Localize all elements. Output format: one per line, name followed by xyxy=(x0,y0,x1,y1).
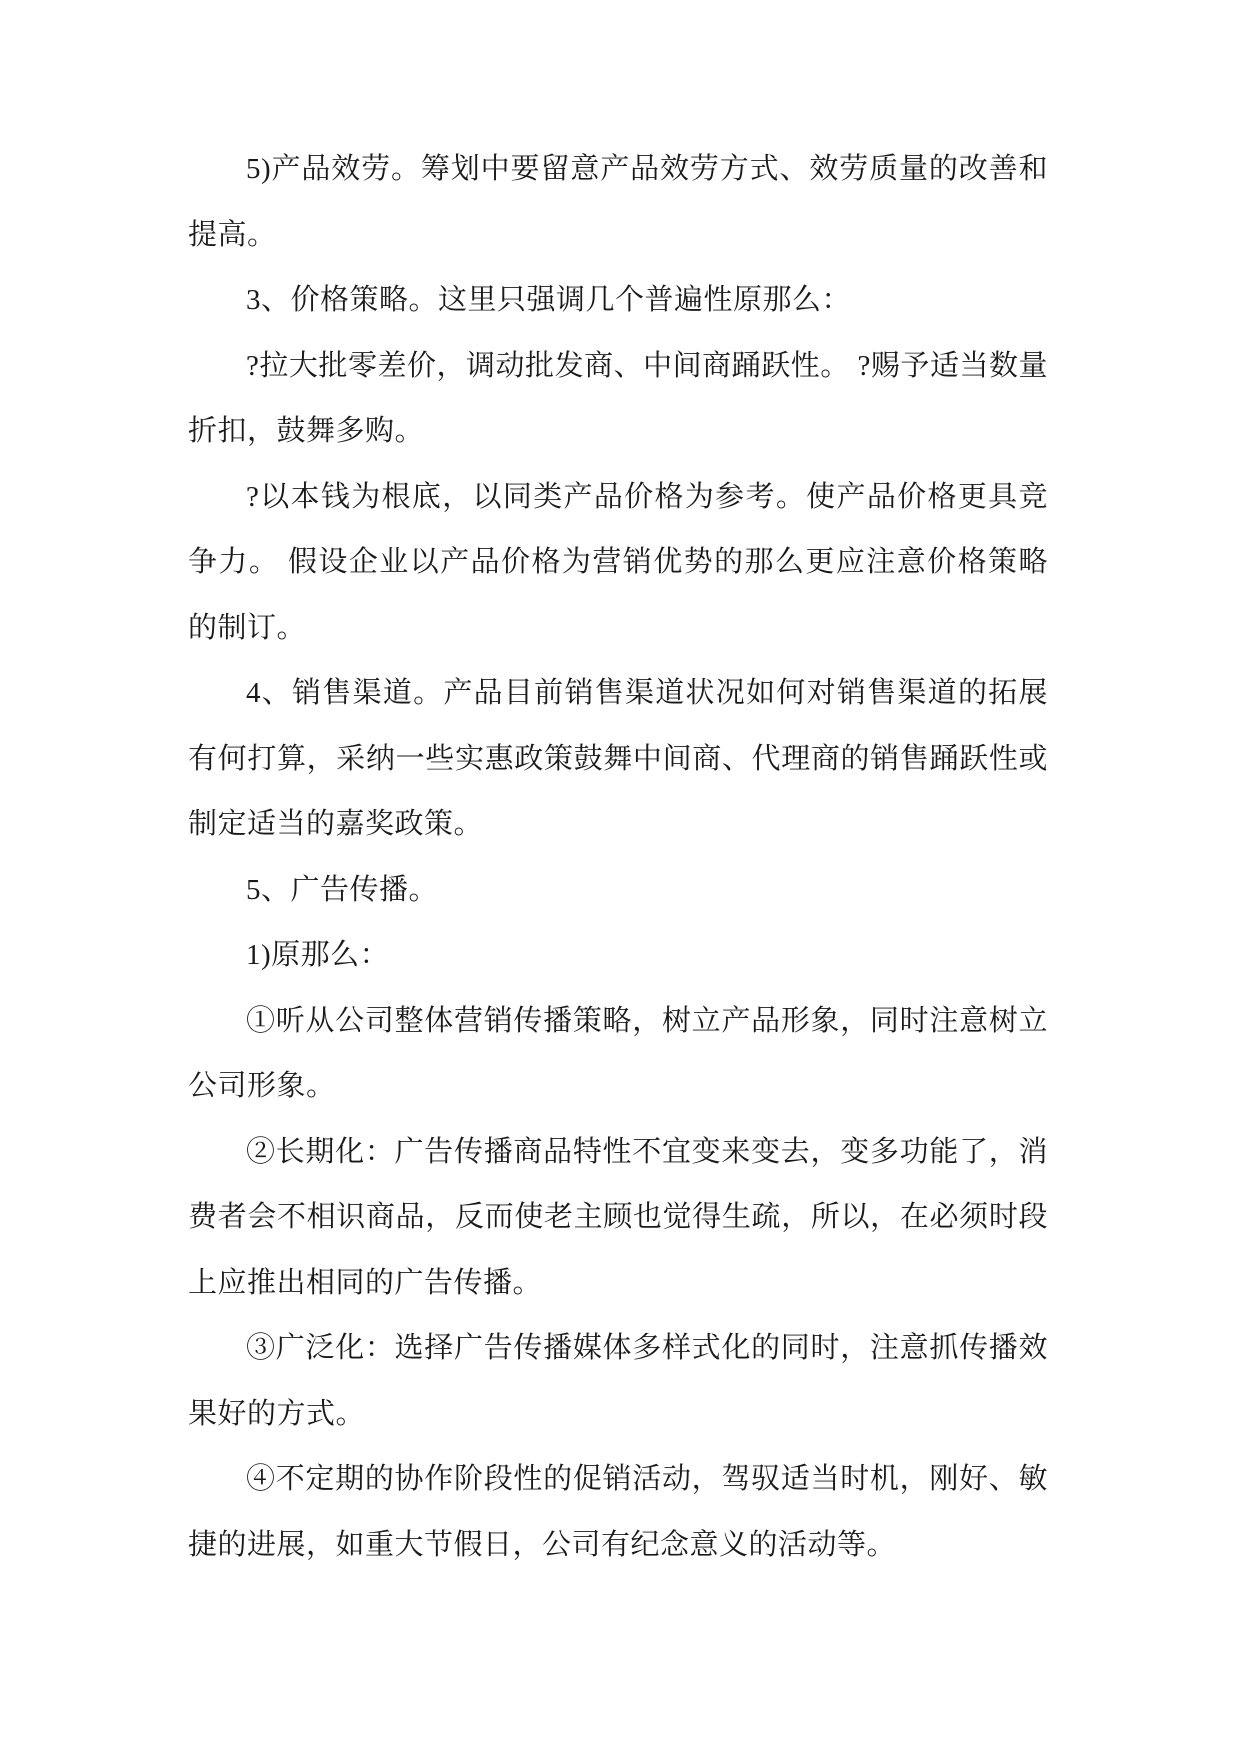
paragraph-principle-4: ④不定期的协作阶段性的促销活动，驾驭适当时机，刚好、敏捷的进展，如重大节假日，公司有纪念意义的活动等。 xyxy=(188,1463,1048,1561)
paragraph-principle-1: ①听从公司整体营销传播策略，树立产品形象，同时注意树立公司形象。 xyxy=(188,1004,1048,1102)
paragraph-advertising-heading: 5、广告传播。 xyxy=(246,873,439,906)
paragraph-price-strategy-heading: 3、价格策略。这里只强调几个普遍性原那么： xyxy=(246,284,852,316)
paragraph-product-service: 5)产品效劳。筹划中要留意产品效劳方式、效劳质量的改善和提高。 xyxy=(188,153,1048,251)
paragraph-principle-2: ②长期化：广告传播商品特性不宜变来变去，变多功能了，消费者会不相识商品，反而使老主顾也觉得生疏，所以，在必须时段上应推出相同的广告传播。 xyxy=(188,1135,1048,1299)
document-text-block xyxy=(188,137,1048,1578)
paragraph-principle-3: ③广泛化：选择广告传播媒体多样式化的同时，注意抓传播效果好的方式。 xyxy=(188,1332,1048,1430)
paragraph-price-point-2: ?以本钱为根底，以同类产品价格为参考。使产品价格更具竞争力。 假设企业以产品价格为营销优势的那么更应注意价格策略的制订。 xyxy=(188,480,1048,644)
paragraph-sales-channel: 4、销售渠道。产品目前销售渠道状况如何对销售渠道的拓展有何打算，采纳一些实惠政策鼓舞中间商、代理商的销售踊跃性或制定适当的嘉奖政策。 xyxy=(188,677,1048,840)
paragraph-principles-heading: 1)原那么： xyxy=(246,939,390,971)
paragraph-price-point-1: ?拉大批零差价，调动批发商、中间商踊跃性。 ?赐予适当数量折扣，鼓舞多购。 xyxy=(188,349,1048,447)
